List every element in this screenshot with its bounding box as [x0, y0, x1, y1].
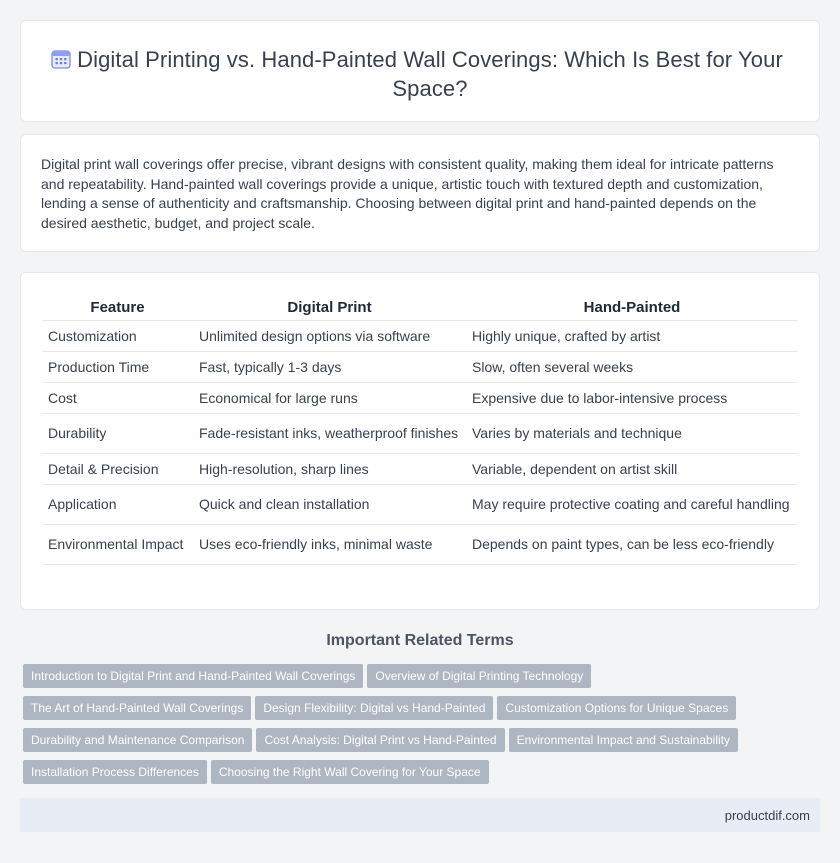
table-row [42, 351, 798, 382]
table-row [42, 484, 798, 524]
related-term-link[interactable]: Choosing the Right Wall Covering for Your Space [211, 760, 489, 784]
related-term-link[interactable]: Introduction to Digital Print and Hand-Painted Wall Coverings [23, 664, 363, 688]
table-cell: Cost [42, 382, 193, 413]
table-cell: Expensive due to labor-intensive process [466, 382, 798, 413]
table-row [42, 413, 798, 453]
table-cell: Production Time [42, 351, 193, 382]
table-cell: Uses eco-friendly inks, minimal waste [193, 524, 466, 564]
site-name[interactable]: productdif.com [724, 808, 810, 823]
intro-card [20, 134, 820, 252]
table-cell: Environmental Impact [42, 524, 193, 564]
header-card [20, 20, 820, 122]
table-row [42, 382, 798, 413]
related-term-link[interactable]: Customization Options for Unique Spaces [497, 696, 736, 720]
column-header-hand-painted: Hand-Painted [466, 295, 798, 320]
table-cell: Fade-resistant inks, weatherproof finishes [193, 413, 466, 453]
comparison-card [20, 272, 820, 610]
column-header-feature: Feature [42, 295, 193, 320]
footer-bar [20, 798, 820, 832]
table-row [42, 524, 798, 564]
table-cell: Highly unique, crafted by artist [466, 320, 798, 351]
related-term-link[interactable]: Environmental Impact and Sustainability [509, 728, 738, 752]
table-cell: Durability [42, 413, 193, 453]
related-term-link[interactable]: Cost Analysis: Digital Print vs Hand-Painted [256, 728, 504, 752]
table-cell: Depends on paint types, can be less eco-friendly [466, 524, 798, 564]
related-term-link[interactable]: Installation Process Differences [23, 760, 207, 784]
table-row [42, 320, 798, 351]
table-cell: May require protective coating and careful handling [466, 484, 798, 524]
table-header-row [42, 295, 798, 320]
table-cell: Unlimited design options via software [193, 320, 466, 351]
column-header-digital: Digital Print [193, 295, 466, 320]
comparison-table [42, 295, 798, 565]
table-cell: Fast, typically 1-3 days [193, 351, 466, 382]
table-cell: Detail & Precision [42, 453, 193, 484]
table-row [42, 453, 798, 484]
page-title: Digital Printing vs. Hand-Painted Wall Coverings: Which Is Best for Your Space? [77, 47, 783, 101]
related-term-link[interactable]: Overview of Digital Printing Technology [367, 664, 591, 688]
intro-paragraph: Digital print wall coverings offer precise, vibrant designs with consistent quality, making them ideal for intricate patterns and repeatability. Hand-painted wall coverings provide a unique, artistic touch with textured depth and customization, lending a sense of authenticity and craftsmanship. Choosing between digital print and hand-painted depends on the desired aesthetic, budget, and project scale. [41, 156, 774, 231]
related-terms-heading: Important Related Terms [326, 632, 514, 649]
related-term-link[interactable]: Design Flexibility: Digital vs Hand-Painted [255, 696, 493, 720]
related-terms-list [23, 664, 813, 792]
table-cell: Slow, often several weeks [466, 351, 798, 382]
table-cell: Variable, dependent on artist skill [466, 453, 798, 484]
table-cell: Customization [42, 320, 193, 351]
table-cell: Economical for large runs [193, 382, 466, 413]
table-cell: High-resolution, sharp lines [193, 453, 466, 484]
table-cell: Application [42, 484, 193, 524]
table-cell: Varies by materials and technique [466, 413, 798, 453]
table-cell: Quick and clean installation [193, 484, 466, 524]
related-term-link[interactable]: The Art of Hand-Painted Wall Coverings [23, 696, 251, 720]
related-term-link[interactable]: Durability and Maintenance Comparison [23, 728, 252, 752]
